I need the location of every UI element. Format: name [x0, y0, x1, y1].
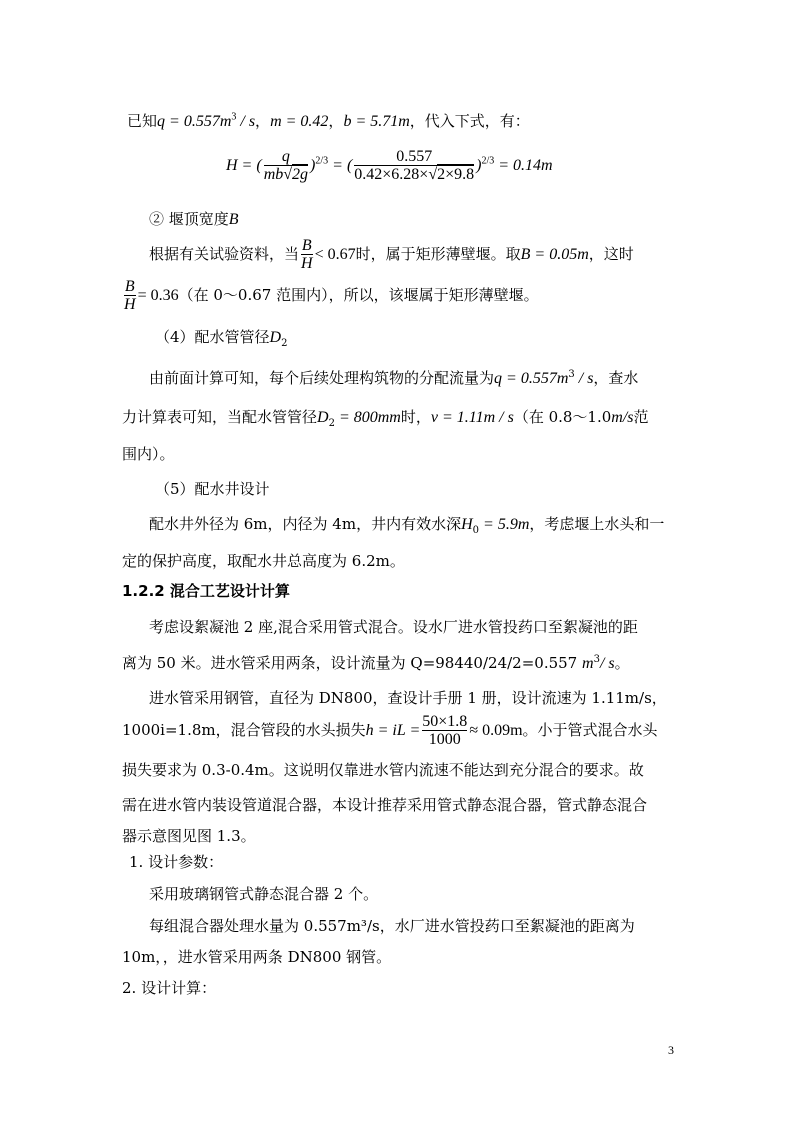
- section-heading-1-2-2: 1.2.2 混合工艺设计计算: [122, 582, 290, 600]
- fraction-q-over-mb: $\frac{q}{mb√2g}$: [263, 148, 309, 184]
- weir-type-line-2: $\frac{B}{H}$ = 0.36（在 0～0.67 范围内），所以，该堰属于矩形薄壁堰。: [124, 278, 539, 313]
- math-b: b = 5.71m: [343, 113, 410, 130]
- mixing-para-1: 考虑设絮凝池 2 座,混合采用管式混合。设水厂进水管投药口至絮凝池的距: [149, 618, 638, 636]
- section-pipe-diameter: （4）配水管管径$D_2$: [155, 328, 288, 349]
- design-params-3: 10m，，进水管采用两条 DN800 钢管。: [122, 948, 392, 966]
- well-text-1: 配水井外径为 6m，内径为 4m，井内有效水深$H_0 = 5.9m$，考虑堰上水头和一: [149, 515, 665, 536]
- pipe-text-1: 由前面计算可知，每个后续处理构筑物的分配流量为$q = 0.557m^3 / s$，查水: [149, 369, 639, 387]
- math-q: $q = 0.557m^3 / s$: [157, 111, 256, 130]
- mixing-para-3: 进水管采用钢管，直径为 DN800，查设计手册 1 册，设计流速为 1.11m/s，: [149, 689, 667, 707]
- fraction-head-loss: $\frac{50\times 1.8}{1000}$: [422, 713, 468, 748]
- weir-crest-heading: ② 堰顶宽度B: [149, 210, 239, 228]
- weir-type-line-1: 根据有关试验资料，当 $\frac{B}{H}$ < 0.67时，属于矩形薄壁堰。取B = 0.05m，这时: [149, 237, 634, 272]
- section-well-design: （5）配水井设计: [155, 480, 270, 498]
- pipe-text-2: 力计算表可知，当配水管管径$D_2 = 800mm$时，v = 1.11m / s（在 0.8～1.0m/s范: [122, 408, 649, 429]
- design-params-heading: 1. 设计参数：: [129, 853, 224, 871]
- mixing-para-4: 1000i=1.8m，混合管段的水头损失h = iL = $\frac{50\times 1.8}{1000}$ ≈ 0.09m。小于管式混合水头: [122, 713, 658, 748]
- math-m: m = 0.42: [270, 113, 329, 130]
- fraction-b-over-h: $\frac{B}{H}$: [301, 237, 313, 272]
- given-values-line: 已知$q = 0.557m^3 / s$，m = 0.42，b = 5.71m，代入下式，有：: [127, 111, 530, 130]
- design-calc-heading: 2. 设计计算：: [122, 979, 217, 997]
- design-params-1: 采用玻璃钢管式静态混合器 2 个。: [149, 885, 379, 903]
- pipe-text-3: 围内）。: [122, 445, 175, 463]
- mixing-para-2: 离为 50 米。进水管采用两条，设计流量为 Q=98440/24/2=0.557 $m^3/$ s。: [122, 654, 630, 672]
- page-number: 3: [668, 1043, 674, 1057]
- fraction-numeric: $\frac{0.557}{0.42\times 6.28\times√2\times 9.8}$: [354, 148, 475, 184]
- weir-head-equation: H = ( $\frac{q}{mb√2g}$ )$^{2/3}$ = ( $\frac{0.557}{0.42\times 6.28\times√2\times 9.8}$ )$^{2/3}$ = 0.14m: [226, 148, 553, 184]
- fraction-b-over-h: $\frac{B}{H}$: [124, 278, 136, 313]
- well-text-2: 定的保护高度，取配水井总高度为 6.2m。: [122, 552, 405, 570]
- design-params-2: 每组混合器处理水量为 0.557m³/s，水厂进水管投药口至絮凝池的距离为: [149, 917, 635, 935]
- mixing-para-6: 需在进水管内装设管道混合器，本设计推荐采用管式静态混合器，管式静态混合: [122, 796, 648, 814]
- mixing-para-7: 器示意图见图 1.3。: [122, 827, 256, 845]
- mixing-para-5: 损失要求为 0.3-0.4m。这说明仅靠进水管内流速不能达到充分混合的要求。故: [122, 761, 644, 779]
